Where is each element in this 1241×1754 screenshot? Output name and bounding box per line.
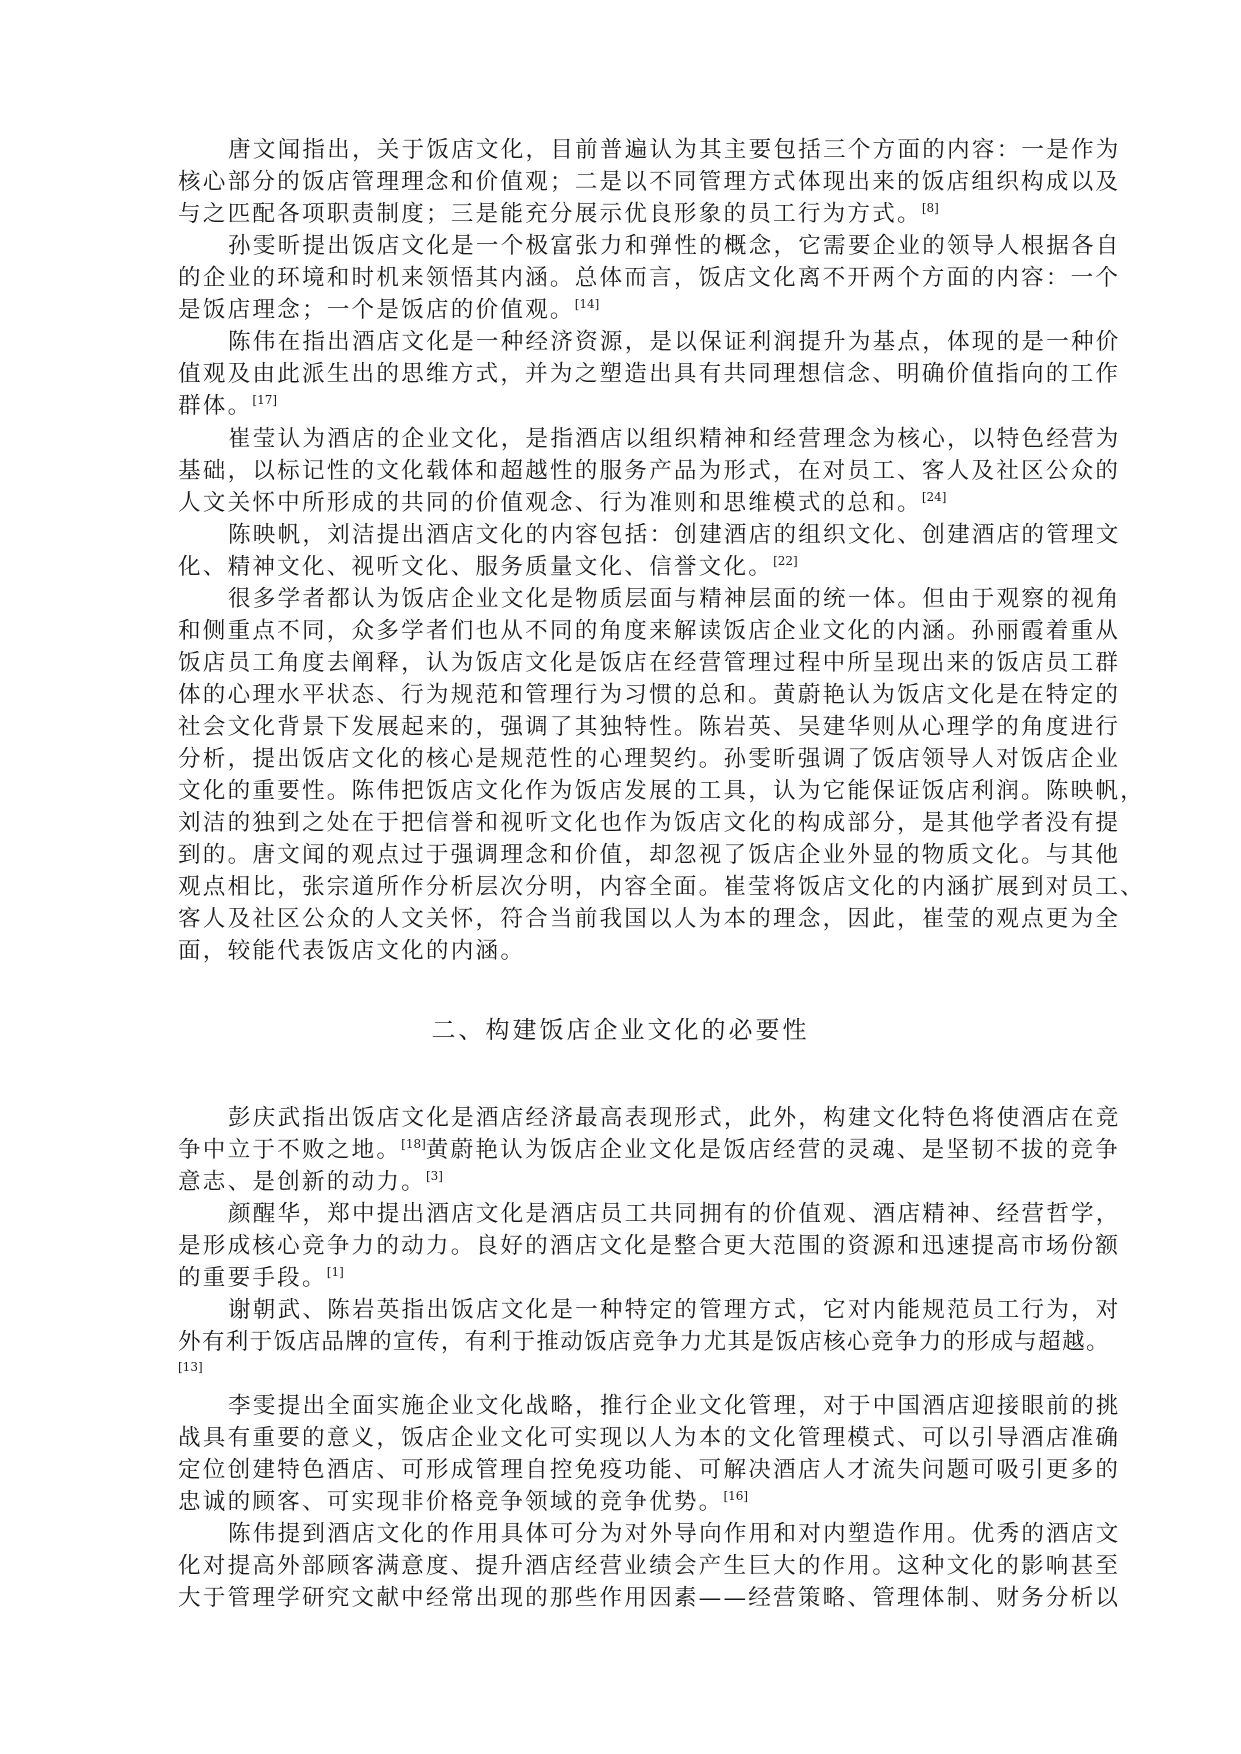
text: 与之匹配各项职责制度；三是能充分展示优良形象的员工行为方式。 [178,201,922,227]
text-line: 的企业的环境和时机来领悟其内涵。总体而言，饭店文化离不开两个方面的内容：一个 [178,265,1121,291]
section-heading: 二、构建饭店企业文化的必要性 [431,1016,810,1044]
text-line: 和侧重点不同，众多学者们也从不同的角度来解读饭店企业文化的内涵。孙丽霞着重从 [178,618,1121,644]
citation-ref: [13] [178,1360,203,1374]
text-line [178,1262,1108,1294]
text-line: 唐文闻指出，关于饭店文化，目前普遍认为其主要包括三个方面的内容：一是作为 [228,137,1121,163]
text-line [178,198,1108,230]
text-line: 是形成核心竞争力的动力。良好的酒店文化是整合更大范围的资源和迅速提高市场份额 [178,1233,1121,1259]
text-line [178,551,1108,583]
citation-ref: [3] [425,1169,443,1183]
text: 争中立于不败之地。 [178,1137,402,1163]
text-line: 陈映帆，刘洁提出酒店文化的内容包括：创建酒店的组织文化、创建酒店的管理文 [228,522,1121,548]
text-line: 陈伟在指出酒店文化是一种经济资源，是以保证利润提升为基点，体现的是一种价 [228,329,1121,355]
text-line [178,390,1108,422]
text: 忠诚的顾客、可实现非价格竞争领域的竞争优势。 [178,1489,724,1515]
text: 群体。 [178,393,253,419]
text-line: 面，较能代表饭店文化的内涵。 [178,938,526,964]
citation-ref: [14] [574,297,600,311]
citation-ref: [8] [921,201,939,215]
text-line: 文化的重要性。陈伟把饭店文化作为饭店发展的工具，认为它能保证饭店利润。陈映帆， [178,778,1145,804]
text: 黄蔚艳认为饭店企业文化是饭店经营的灵魂、是坚韧不拔的竞争 [425,1137,1121,1163]
text-line: 化对提高外部顾客满意度、提升酒店经营业绩会产生巨大的作用。这种文化的影响甚至 [178,1553,1121,1579]
citation-ref: [17] [252,393,278,407]
text-line: 饭店员工角度去阐释，认为饭店文化是饭店在经营管理过程中所呈现出来的饭店员工群 [178,650,1121,676]
text-line: 定位创建特色酒店、可形成管理自控免疫功能、可解决酒店人才流失问题可吸引更多的 [178,1457,1121,1483]
text-line: 谢朝武、陈岩英指出饭店文化是一种特定的管理方式，它对内能规范员工行为，对 [228,1297,1121,1323]
text-line: 基础，以标记性的文化载体和超越性的服务产品为形式，在对员工、客人及社区公众的 [178,458,1121,484]
text: 化、精神文化、视听文化、服务质量文化、信誉文化。 [178,554,774,580]
text-line: 到的。唐文闻的观点过于强调理念和价值，却忽视了饭店企业外显的物质文化。与其他 [178,842,1121,868]
text-line: 大于管理学研究文献中经常出现的那些作用因素——经营策略、管理体制、财务分析以 [178,1585,1121,1611]
text-line: 外有利于饭店品牌的宣传，有利于推动饭店竞争力尤其是饭店核心竞争力的形成与超越。 [178,1329,1110,1355]
text: 的重要手段。 [178,1265,327,1291]
text-line [178,1166,1108,1198]
text-line: 很多学者都认为饭店企业文化是物质层面与精神层面的统一体。但由于观察的视角 [228,586,1121,612]
text-line [178,294,1108,326]
text-line: 颜醒华，郑中提出酒店文化是酒店员工共同拥有的价值观、酒店精神、经营哲学， [228,1201,1121,1227]
text: 意志、是创新的动力。 [178,1169,426,1195]
text-line [178,1486,1108,1518]
text-line [178,1134,1121,1166]
text-line: 崔莹认为酒店的企业文化，是指酒店以组织精神和经营理念为核心，以特色经营为 [228,426,1121,452]
text-line: 客人及社区公众的人文关怀，符合当前我国以人为本的理念，因此，崔莹的观点更为全 [178,906,1121,932]
text: 人文关怀中所形成的共同的价值观念、行为准则和思维模式的总和。 [178,490,922,516]
text-line: 分析，提出饭店文化的核心是规范性的心理契约。孙雯昕强调了饭店领导人对饭店企业 [178,746,1121,772]
citation-ref: [1] [326,1265,344,1279]
citation-ref: [18] [401,1137,426,1151]
text-line: 战具有重要的意义，饭店企业文化可实现以人为本的文化管理模式、可以引导酒店准确 [178,1425,1121,1451]
text-line: 陈伟提到酒店文化的作用具体可分为对外导向作用和对内塑造作用。优秀的酒店文 [228,1521,1121,1547]
text-line: 刘洁的独到之处在于把信誉和视听文化也作为饭店文化的构成部分，是其他学者没有提 [178,810,1121,836]
text: 是饭店理念；一个是饭店的价值观。 [178,297,575,323]
text-line: 孙雯昕提出饭店文化是一个极富张力和弹性的概念，它需要企业的领导人根据各自 [228,233,1121,259]
citation-ref: [16] [723,1489,749,1503]
text-line: 社会文化背景下发展起来的，强调了其独特性。陈岩英、吴建华则从心理学的角度进行 [178,714,1121,740]
text-line: 李雯提出全面实施企业文化战略，推行企业文化管理，对于中国酒店迎接眼前的挑 [228,1393,1121,1419]
text-line: 观点相比，张宗道所作分析层次分明，内容全面。崔莹将饭店文化的内涵扩展到对员工、 [178,874,1145,900]
text-line [178,487,1108,519]
text-line: 体的心理水平状态、行为规范和管理行为习惯的总和。黄蔚艳认为饭店文化是在特定的 [178,682,1121,708]
text-line: 值观及由此派生出的思维方式，并为之塑造出具有共同理想信念、明确价值指向的工作 [178,361,1121,387]
citation-ref: [24] [921,490,947,504]
text-line: 彭庆武指出饭店文化是酒店经济最高表现形式，此外，构建文化特色将使酒店在竞 [228,1105,1121,1131]
text-line: 核心部分的饭店管理理念和价值观；二是以不同管理方式体现出来的饭店组织构成以及 [178,169,1121,195]
citation-ref: [22] [773,554,798,568]
